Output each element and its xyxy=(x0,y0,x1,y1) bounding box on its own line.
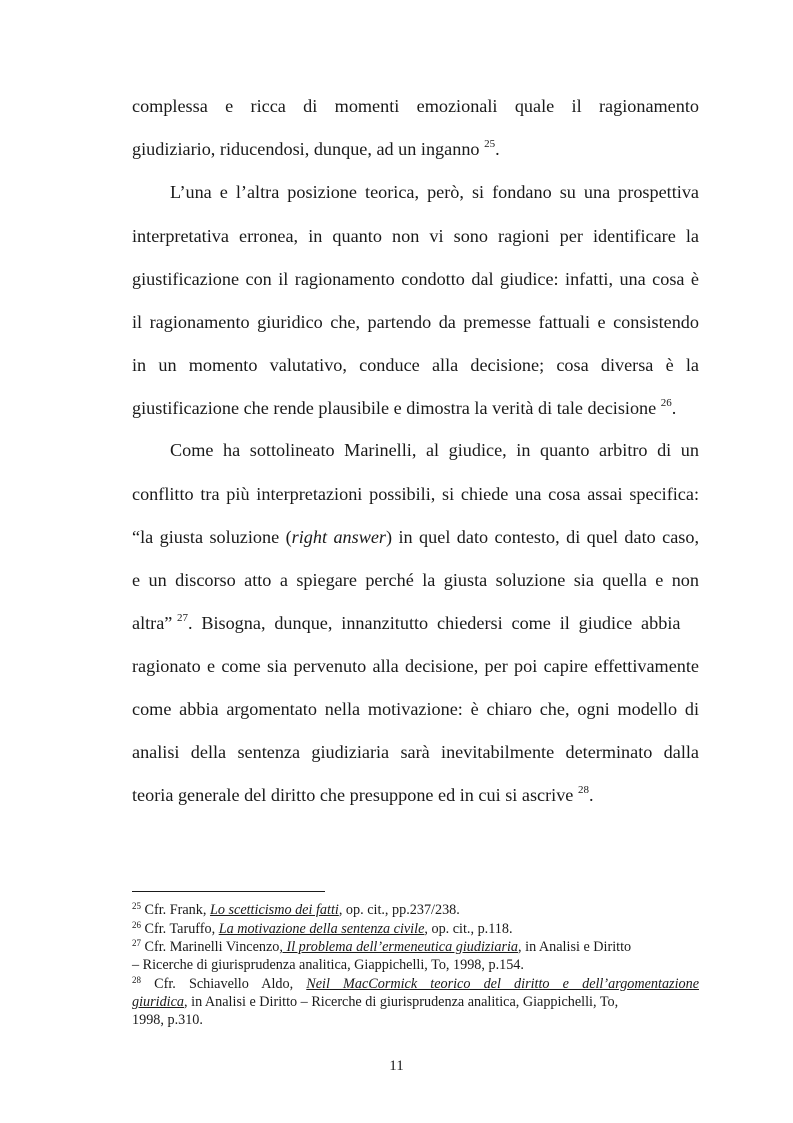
footnote-link[interactable]: La motivazione della sentenza civile xyxy=(218,921,425,937)
footnote-link[interactable]: , Il problema dell’ermeneutica giudiziaria xyxy=(279,939,519,955)
footnote-ref[interactable]: 28 xyxy=(577,784,589,796)
body-line: altra” $^{27}$. Bisogna, dunque, innanzitutto chiedersi come il giudice abbia xyxy=(132,612,681,633)
footnote-link[interactable]: Lo scetticismo dei fatti xyxy=(209,902,339,918)
footnote-28-cont: 1998, p.310. xyxy=(132,1012,203,1028)
body-line: Come ha sottolineato Marinelli, al giudice, in quanto arbitro di un xyxy=(170,440,699,460)
body-line: interpretativa erronea, in quanto non vi sono ragioni per identificare la xyxy=(132,226,699,246)
footnote-ref[interactable]: 26 xyxy=(660,397,672,409)
body-line: ragionato e come sia pervenuto alla decisione, per poi capire effettivamente xyxy=(132,656,699,676)
footnote-ref[interactable]: 25 xyxy=(484,138,496,150)
footnote-28: $^{28}$ Cfr. Schiavello Aldo, Neil MacCormick teorico del diritto e dell’argomentazione xyxy=(132,975,699,992)
body-line: complessa e ricca di momenti emozionali quale il ragionamento xyxy=(132,96,699,116)
body-line: giustificazione che rende plausibile e dimostra la verità di tale decisione $^{26}$. xyxy=(132,397,677,418)
body-line: conflitto tra più interpretazioni possibili, si chiede una cosa assai specifica: xyxy=(132,484,699,504)
body-line: “la giusta soluzione (right answer) in quel dato contesto, di quel dato caso, xyxy=(132,527,700,547)
footnote-link[interactable]: Neil MacCormick teorico del diritto e dell’argomentazione xyxy=(306,976,699,992)
body-line: in un momento valutativo, conduce alla decisione; cosa diversa è la xyxy=(132,355,699,375)
footnote-link[interactable]: giuridica xyxy=(132,994,185,1010)
footnote-27-cont: – Ricerche di giurisprudenza analitica, Giappichelli, To, 1998, p.154. xyxy=(132,957,524,973)
body-line: teoria generale del diritto che presuppone ed in cui si ascrive $^{28}$. xyxy=(132,784,594,805)
footnote-28-cont: giuridica, in Analisi e Diritto – Ricerche di giurisprudenza analitica, Giappichelli, To, xyxy=(132,994,619,1010)
footnote-25: $^{25}$ Cfr. Frank, Lo scetticismo dei fatti, op. cit., pp.237/238. xyxy=(132,901,460,918)
page-number: 11 xyxy=(389,1058,404,1074)
footnote-27: $^{27}$ Cfr. Marinelli Vincenzo, Il problema dell’ermeneutica giudiziaria, in Analisi e Diritto xyxy=(132,938,632,955)
body-line: giustificazione con il ragionamento condotto dal giudice: infatti, una cosa è xyxy=(132,269,699,289)
footnote-26: $^{26}$ Cfr. Taruffo, La motivazione della sentenza civile, op. cit., p.118. xyxy=(132,920,513,937)
body-line: analisi della sentenza giudiziaria sarà inevitabilmente determinato dalla xyxy=(132,742,699,762)
footnote-ref[interactable]: 27 xyxy=(176,612,188,624)
body-line: come abbia argomentato nella motivazione: è chiaro che, ogni modello di xyxy=(132,699,699,719)
body-line: il ragionamento giuridico che, partendo da premesse fattuali e consistendo xyxy=(132,312,699,332)
body-line: L’una e l’altra posizione teorica, però, si fondano su una prospettiva xyxy=(170,182,699,202)
footnote-separator xyxy=(132,891,325,892)
body-line: e un discorso atto a spiegare perché la giusta soluzione sia quella e non xyxy=(132,570,699,590)
body-line: giudiziario, riducendosi, dunque, ad un inganno $^{25}$. xyxy=(132,138,500,159)
